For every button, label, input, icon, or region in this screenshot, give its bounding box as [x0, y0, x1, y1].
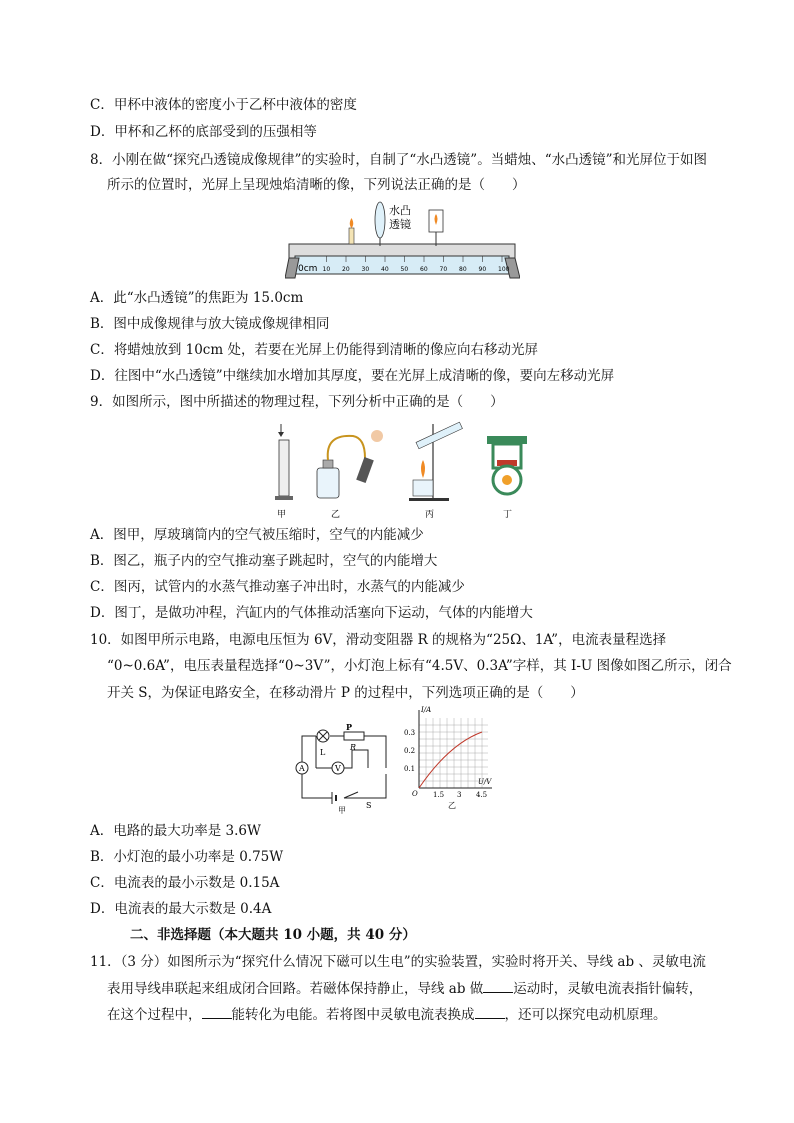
q8-stem-line1: 8．小刚在做“探究凸透镜成像规律”的实验时，自制了“水凸透镜”。当蜡烛、“水凸透镜”和光屏位于如图 — [90, 152, 707, 168]
q11-blank-3[interactable] — [475, 1006, 505, 1019]
ruler-tick-label: 80 — [459, 266, 467, 273]
q9-option-d: D．图丁，是做功冲程，汽缸内的气体推动活塞向下运动，气体的内能增大 — [90, 605, 533, 621]
ruler-tick-label: 50 — [400, 266, 409, 273]
q10-stem-line2: “0~0.6A”，电压表量程选择“0~3V”，小灯泡上标有“4.5V、0.3A”字样，其 I-U 图像如图乙所示，闭合 — [107, 658, 732, 674]
q11-line2 — [107, 980, 702, 998]
slider-label: P — [346, 722, 353, 732]
lens-label-1: 水凸 — [389, 204, 411, 217]
figure-bing-test-tube — [409, 422, 462, 520]
switch-label: S — [366, 801, 372, 810]
q11-blank-1[interactable] — [483, 980, 513, 993]
q11-line3-part2: 能转化为电能。若将图中灵敏电流表换成 — [231, 1007, 475, 1023]
figure-ding-engine — [487, 436, 527, 520]
caption-bing: 丙 — [425, 510, 435, 520]
switch-symbol — [344, 792, 371, 810]
q11-line2-part2: 运动时，灵敏电流表指针偏转， — [513, 981, 703, 997]
ytick-0.3: 0.3 — [404, 729, 416, 737]
q8-option-b: B．图中成像规律与放大镜成像规律相同 — [90, 316, 330, 332]
q11-line3 — [107, 1006, 667, 1024]
water-lens — [375, 202, 411, 246]
q8-option-d: D．往图中“水凸透镜”中继续加水增加其厚度，要在光屏上成清晰的像，要向左移动光屏 — [90, 368, 615, 384]
section-title: 二、非选择题（本大题共 10 小题，共 40 分） — [130, 927, 416, 943]
optical-bench-figure — [285, 198, 520, 283]
ruler-tick-label: 20 — [342, 266, 350, 273]
ruler-unit-label: 0cm — [298, 264, 318, 274]
ruler-tick-label: 70 — [439, 266, 448, 273]
voltmeter-label: V — [335, 764, 341, 773]
q9-stem: 9．如图所示，图中所描述的物理过程，下列分析中正确的是（ ） — [90, 394, 504, 410]
caption-jia: 甲 — [277, 510, 287, 520]
circuit-caption: 甲 — [338, 806, 346, 814]
ammeter-label: A — [299, 764, 305, 773]
caption-ding: 丁 — [503, 510, 513, 520]
q10-option-a: A．电路的最大功率是 3.6W — [90, 823, 261, 839]
graph-origin: O — [412, 790, 418, 798]
graph-xlabel: U/V — [478, 778, 492, 786]
ruler-tick-label: 40 — [381, 266, 389, 273]
energy-figures — [265, 420, 545, 520]
q7-option-d: D．甲杯和乙杯的底部受到的压强相等 — [90, 124, 317, 140]
q10-option-d: D．电流表的最大示数是 0.4A — [90, 901, 272, 917]
q10-option-c: C．电流表的最小示数是 0.15A — [90, 875, 280, 891]
q7-option-c: C．甲杯中液体的密度小于乙杯中液体的密度 — [90, 97, 357, 113]
caption-yi: 乙 — [331, 510, 341, 520]
light-screen — [429, 210, 443, 246]
ytick-0.1: 0.1 — [404, 765, 416, 773]
ytick-0.2: 0.2 — [404, 747, 416, 755]
rheostat-symbol — [344, 722, 364, 752]
xtick-4.5: 4.5 — [476, 791, 488, 799]
q8-option-a: A．此“水凸透镜”的焦距为 15.0cm — [90, 290, 304, 306]
lamp-label: L — [320, 748, 326, 757]
lens-label-2: 透镜 — [389, 218, 411, 231]
q10-stem-line1: 10．如图甲所示电路，电源电压恒为 6V，滑动变阻器 R 的规格为“25Ω、1A”，电流表量程选择 — [90, 632, 667, 648]
graph-caption: 乙 — [448, 801, 456, 810]
ruler-tick-label: 30 — [361, 266, 370, 273]
q11-line2-part1: 表用导线串联起来组成闭合回路。若磁体保持静止，导线 ab 做 — [107, 981, 484, 997]
q8-option-c: C．将蜡烛放到 10cm 处，若要在光屏上仍能得到清晰的像应向右移动光屏 — [90, 342, 538, 358]
ammeter-symbol — [296, 762, 308, 774]
ruler-tick-label: 90 — [478, 266, 487, 273]
q9-option-c: C．图丙，试管内的水蒸气推动塞子冲出时，水蒸气的内能减少 — [90, 579, 465, 595]
iu-graph — [404, 704, 496, 812]
rheostat-label: R — [350, 743, 357, 752]
ruler-tick-label: 100 — [498, 266, 510, 273]
battery-symbol — [332, 792, 336, 804]
q10-stem-line3: 开关 S，为保证电路安全，在移动滑片 P 的过程中，下列选项正确的是（ ） — [107, 685, 584, 701]
q11-line3-part3: ，还可以探究电动机原理。 — [504, 1007, 667, 1023]
graph-ylabel: I/A — [421, 706, 432, 714]
q11-line3-part1: 在这个过程中， — [107, 1007, 202, 1023]
q10-option-b: B．小灯泡的最小功率是 0.75W — [90, 849, 284, 865]
candle — [349, 218, 354, 244]
figure-yi-bottle — [317, 430, 383, 520]
q9-option-b: B．图乙，瓶子内的空气推动塞子跳起时，空气的内能增大 — [90, 553, 438, 569]
ruler-tick-label: 10 — [322, 266, 331, 273]
q11-blank-2[interactable] — [202, 1006, 232, 1019]
ruler-tick-label: 60 — [420, 266, 428, 273]
q8-stem-line2: 所示的位置时，光屏上呈现烛焰清晰的像，下列说法正确的是（ ） — [107, 177, 526, 193]
lamp-symbol — [317, 730, 329, 757]
q9-option-a: A．图甲，厚玻璃筒内的空气被压缩时，空气的内能减少 — [90, 527, 424, 543]
xtick-1.5: 1.5 — [433, 791, 445, 799]
circuit-diagram — [292, 722, 392, 814]
q11-line1: 11．（3 分）如图所示为“探究什么情况下磁可以生电”的实验装置，实验时将开关、导线 ab 、灵敏电流 — [90, 954, 706, 970]
figure-jia-compression-tube — [275, 424, 293, 520]
xtick-3: 3 — [457, 791, 462, 799]
